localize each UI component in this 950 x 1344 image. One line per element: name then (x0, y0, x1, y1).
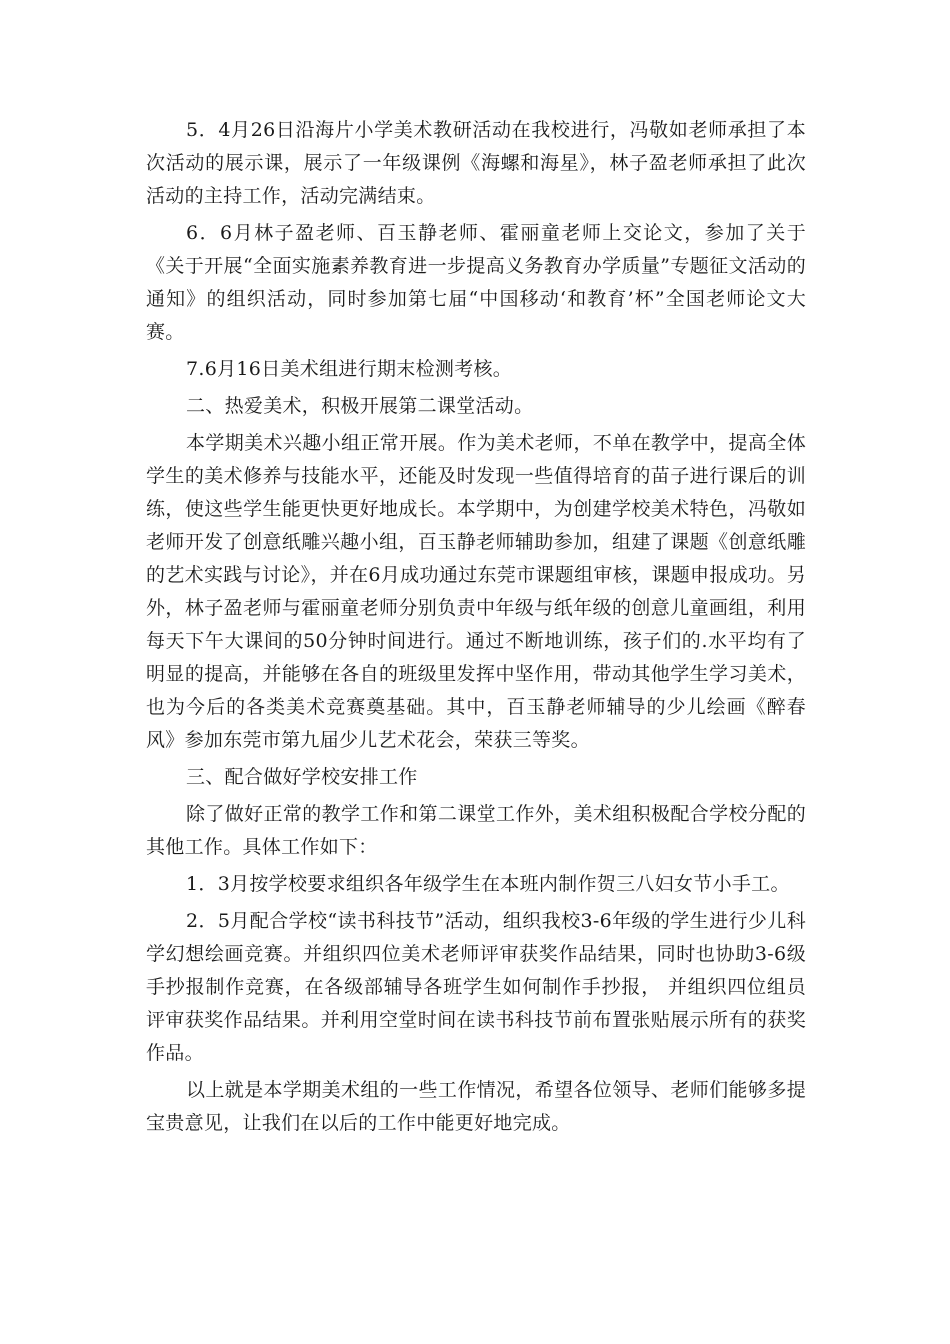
paragraph-item-6: 6．6月林子盈老师、百玉静老师、霍丽童老师上交论文，参加了关于《关于开展“全面实施素养教育进一步提高义务教育办学质量”专题征文活动的通知》的组织活动，同时参加第七届“中国移动‘和教育’杯”全国老师论文大赛。 (146, 222, 806, 343)
section-heading-2: 二、热爱美术，积极开展第二课堂活动。 (186, 395, 534, 417)
paragraph-other-work: 除了做好正常的教学工作和第二课堂工作外，美术组积极配合学校分配的其他工作。具体工作如下： (146, 803, 806, 858)
paragraph-item-1: 1．3月按学校要求组织各年级学生在本班内制作贺三八妇女节小手工。 (186, 873, 790, 895)
section-heading-3: 三、配合做好学校安排工作 (186, 766, 418, 788)
paragraph-interest-group: 本学期美术兴趣小组正常开展。作为美术老师，不单在教学中，提高全体学生的美术修养与技能水平，还能及时发现一些值得培育的苗子进行课后的训练，使这些学生能更快更好地成长。本学期中，为创建学校美术特色，冯敬如老师开发了创意纸雕兴趣小组，百玉静老师辅助参加，组建了课题《创意纸雕的艺术实践与讨论》，并在6月成功通过东莞市课题组审核，课题申报成功。另外，林子盈老师与霍丽童老师分别负责中年级与纸年级的创意儿童画组，利用每天下午大课间的50分钟时间进行。通过不断地训练，孩子们的.水平均有了明显的提高，并能够在各自的班级里发挥中坚作用，带动其他学生学习美术，也为今后的各类美术竞赛奠基础。其中，百玉静老师辅导的少儿绘画《醉春风》参加东莞市第九届少儿艺术花会，荣获三等奖。 (146, 432, 806, 751)
document-body (146, 114, 806, 1140)
paragraph-conclusion: 以上就是本学期美术组的一些工作情况，希望各位领导、老师们能够多提宝贵意见，让我们在以后的工作中能更好地完成。 (146, 1079, 806, 1134)
paragraph-item-2: 2．5月配合学校“读书科技节”活动，组织我校3-6年级的学生进行少儿科学幻想绘画竞赛。并组织四位美术老师评审获奖作品结果，同时也协助3-6级手抄报制作竞赛，在各级部辅导各班学生如何制作手抄报， 并组织四位组员评审获奖作品结果。并利用空堂时间在读书科技节前布置张贴展示所有的获奖作品。 (146, 910, 806, 1064)
paragraph-item-5: 5．4月26日沿海片小学美术教研活动在我校进行，冯敬如老师承担了本次活动的展示课，展示了一年级课例《海螺和海星》，林子盈老师承担了此次活动的主持工作，活动完满结束。 (146, 119, 806, 207)
paragraph-item-7: 7.6月16日美术组进行期末检测考核。 (186, 358, 513, 380)
